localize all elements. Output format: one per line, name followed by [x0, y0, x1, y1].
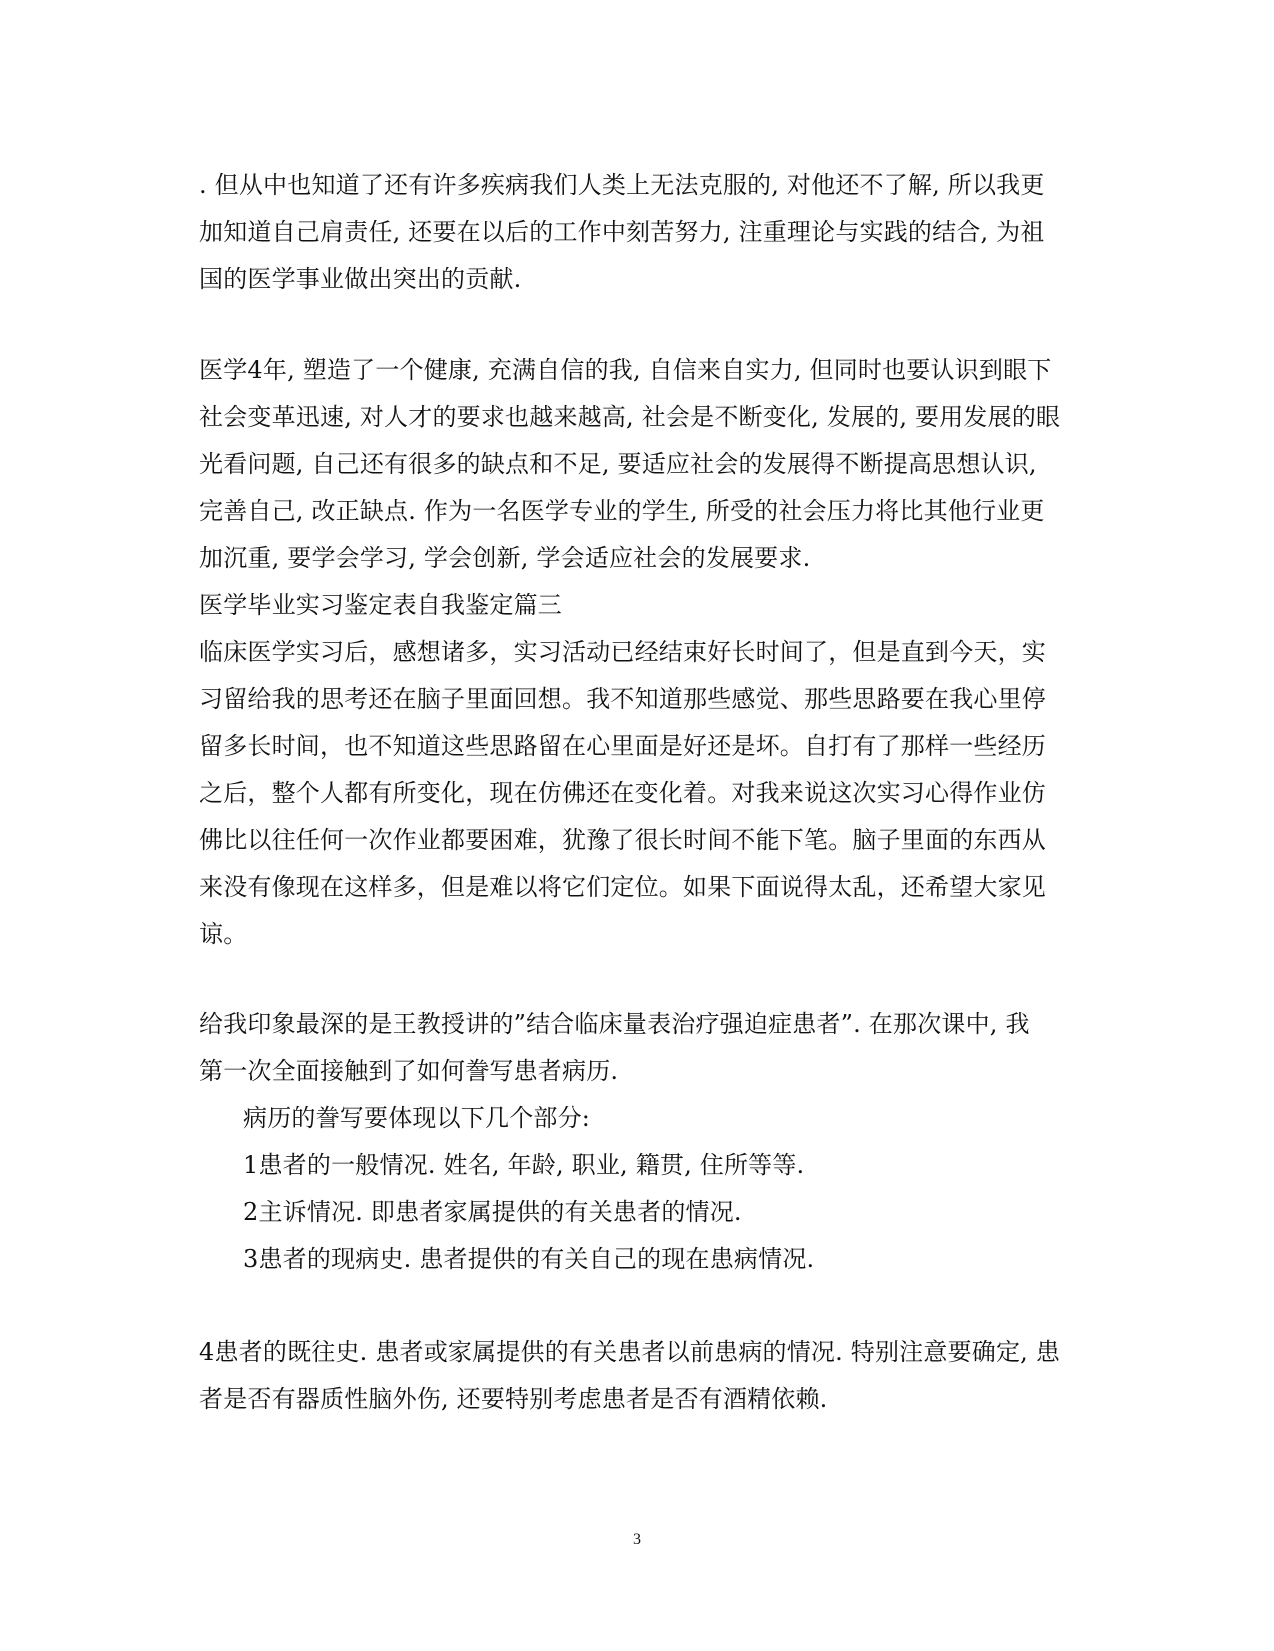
section-heading: 医学毕业实习鉴定表自我鉴定篇三 [199, 591, 562, 619]
record-sections-list [199, 1095, 1079, 1283]
text-line: 社会变革迅速, 对人才的要求也越来越高, 社会是不断变化, 发展的, 要用发展的眼 [199, 403, 1061, 431]
page-number: 3 [633, 1531, 641, 1548]
text-line: 加知道自己肩责任, 还要在以后的工作中刻苦努力, 注重理论与实践的结合, 为祖 [199, 218, 1045, 246]
list-item: 3患者的现病史. 患者提供的有关自己的现在患病情况. [243, 1245, 815, 1273]
list-intro: 病历的誊写要体现以下几个部分: [243, 1104, 591, 1132]
list-item: 1患者的一般情况. 姓名, 年龄, 职业, 籍贯, 住所等等. [243, 1151, 805, 1179]
text-line: 临床医学实习后，感想诸多，实习活动已经结束好长时间了，但是直到今天，实 [199, 638, 1046, 666]
text-line: 第一次全面接触到了如何誊写患者病历. [199, 1057, 619, 1085]
document-body [199, 162, 1079, 1423]
text-line: 4患者的既往史. 患者或家属提供的有关患者以前患病的情况. 特别注意要确定, 患 [199, 1338, 1061, 1366]
list-item: 2主诉情况. 即患者家属提供的有关患者的情况. [243, 1198, 742, 1226]
paragraph-2 [199, 347, 1079, 582]
text-line: 国的医学事业做出突出的贡献. [199, 265, 522, 293]
paragraph-3 [199, 629, 1079, 958]
text-line: 留多长时间，也不知道这些思路留在心里面是好还是坏。自打有了那样一些经历 [199, 732, 1046, 760]
paragraph-spacer [199, 303, 1079, 347]
text-line: 习留给我的思考还在脑子里面回想。我不知道那些感觉、那些思路要在我心里停 [199, 685, 1046, 713]
text-line: 之后，整个人都有所变化，现在仿佛还在变化着。对我来说这次实习心得作业仿 [199, 779, 1046, 807]
text-line: 完善自己, 改正缺点. 作为一名医学专业的学生, 所受的社会压力将比其他行业更 [199, 497, 1045, 525]
text-line: 医学4年, 塑造了一个健康, 充满自信的我, 自信来自实力, 但同时也要认识到眼下 [199, 356, 1052, 384]
paragraph-4 [199, 1001, 1079, 1095]
text-line: 光看问题, 自己还有很多的缺点和不足, 要适应社会的发展得不断提高思想认识, [199, 450, 1037, 478]
text-line: . 但从中也知道了还有许多疾病我们人类上无法克服的, 对他还不了解, 所以我更 [199, 171, 1045, 199]
text-line: 给我印象最深的是王教授讲的”结合临床量表治疗强迫症患者”. 在那次课中, 我 [199, 1010, 1030, 1038]
paragraph-1 [199, 162, 1079, 303]
text-line: 来没有像现在这样多，但是难以将它们定位。如果下面说得太乱，还希望大家见 [199, 873, 1046, 901]
paragraph-spacer [199, 958, 1079, 1001]
text-line: 佛比以往任何一次作业都要困难，犹豫了很长时间不能下笔。脑子里面的东西从 [199, 826, 1046, 854]
text-line: 谅。 [199, 920, 248, 948]
paragraph-5 [199, 1329, 1079, 1423]
paragraph-spacer [199, 1283, 1079, 1329]
text-line: 者是否有器质性脑外伤, 还要特别考虑患者是否有酒精依赖. [199, 1385, 828, 1413]
text-line: 加沉重, 要学会学习, 学会创新, 学会适应社会的发展要求. [199, 544, 811, 572]
